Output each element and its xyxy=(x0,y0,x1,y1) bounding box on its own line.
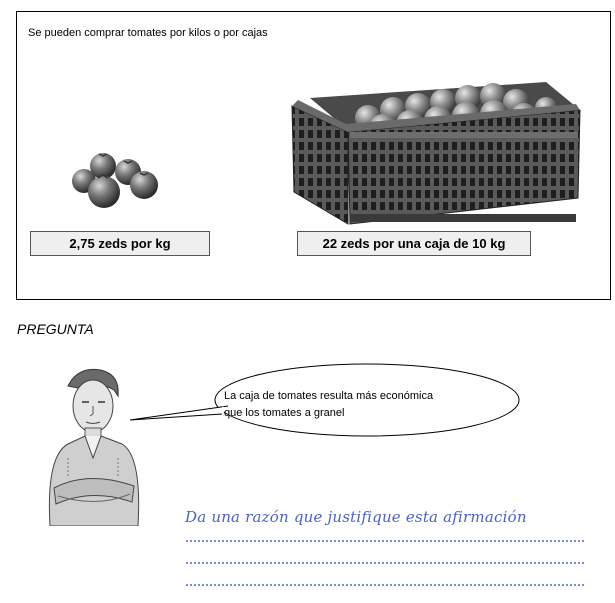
answer-line[interactable] xyxy=(186,540,584,542)
price-per-box: 22 zeds por una caja de 10 kg xyxy=(297,231,531,256)
speech-text xyxy=(224,388,474,422)
question-label: PREGUNTA xyxy=(17,321,94,337)
intro-text: Se pueden comprar tomates por kilos o por cajas xyxy=(28,27,268,39)
answer-line[interactable] xyxy=(186,584,584,586)
tomatoes-image xyxy=(70,148,162,212)
answer-line[interactable] xyxy=(186,562,584,564)
speech-line-2: que los tomates a granel xyxy=(224,407,345,419)
price-per-kg: 2,75 zeds por kg xyxy=(30,231,210,256)
speech-line-1: La caja de tomates resulta más económica xyxy=(224,390,434,402)
tomato-crate-image xyxy=(288,80,582,226)
task-instruction: Da una razón que justifique esta afirmación xyxy=(185,508,527,526)
